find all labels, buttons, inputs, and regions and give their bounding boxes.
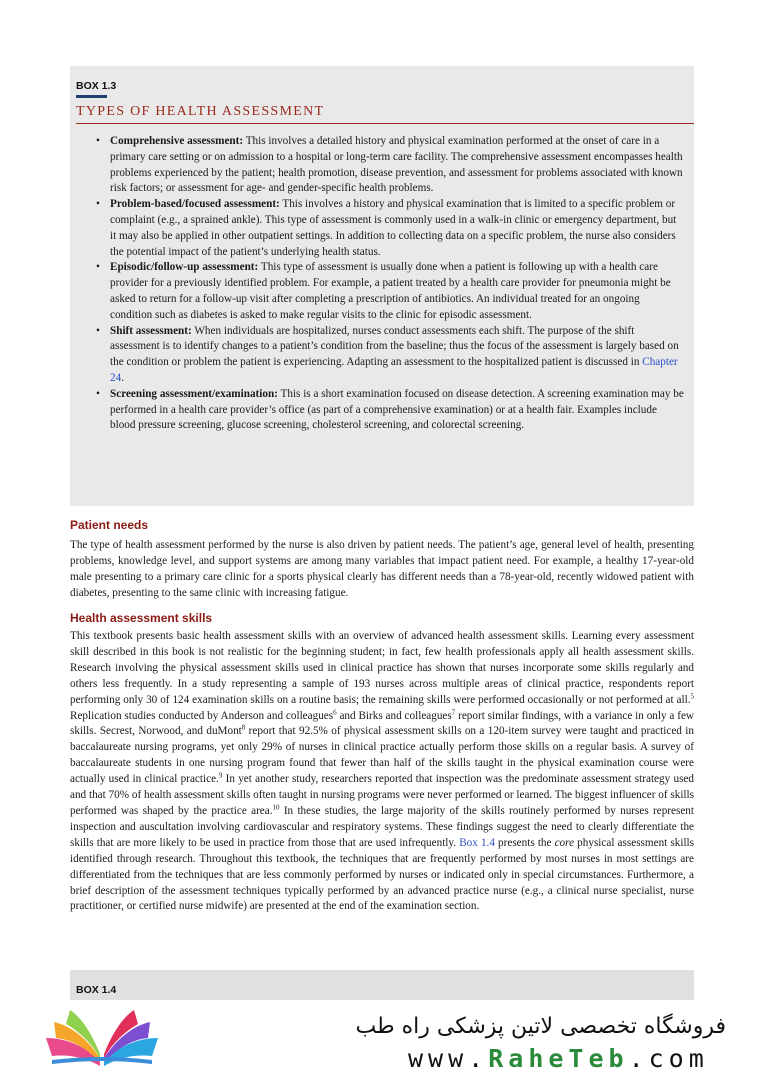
ref-9: 9 xyxy=(218,771,223,780)
store-url: www.RaheTeb.com xyxy=(408,1044,709,1073)
health-skills-paragraph: This textbook presents basic health assessment skills with an overview of advanced health assessment skills. Learning every assessment skill described in this book is not realistic for the beginning student; in fact, few health professionals apply all health assessment skills. Research involving the physical assessment skills used in clinical practice has shown that nurses incorporate some skills regularly and others less frequently. In a study representing a sample of 193 nurses across multiple areas of clinical practice, respondents report performing only 30 of 124 examination skills on a routine basis; the remaining skills were performed occasionally or not performed at all.$^5$ Replication studies conducted by Anderson and colleagues$^6$ and Birks and colleagues$^7$ report similar findings, with a variance in only a few skills. Secrest, Norwood, and duMont$^8$ report that 92.5% of physical assessment skills on a 120-item survey were taught and practiced in baccalaureate nursing programs, yet only 29% of nurses in clinical practice actually perform those skills on a regular basis. A survey of baccalaureate students in one nursing program found that fewer than half of the skills taught in the physical examination course were actually used in clinical practice.$^9$ In yet another study, researchers reported that inspection was the predominate assessment strategy used and that 70% of health assessment skills often taught in nursing programs were never performed or learned. The biggest influencer of skills performed was shaped by the practice area.$^{10}$ In these studies, the large majority of the skills routinely performed by nurses represent inspection and auscultation involving cardiovascular and respiratory systems. These findings suggest the need to clearly differentiate the skills that are more likely to be used in practice from those that are used infrequently. Box 1.4 presents the core physical assessment skills identified through research. Throughout this textbook, the techniques that are frequently performed by most nurses in most settings are differentiated from the techniques that are less commonly performed by nurses or indicated only in special circumstances. Furthermore, a brief description of the assessment techniques typically performed by an advanced practice nurse (e.g., a clinical nurse specialist, nurse practitioner, or certified nurse midwife) are presented at the end of the examination section. xyxy=(70,630,695,913)
box-title: TYPES OF HEALTH ASSESSMENT xyxy=(76,104,325,119)
box-title-rule xyxy=(76,123,694,124)
list-item: • Shift assessment: When individuals are hospitalized, nurses conduct assessments each shift. The purpose of the shift assessment is to identify changes to a patient’s condition from the baseline; thus the focus of the assessment is largely based on the condition or problem the patient is experiencing. Adapting an assessment to the hospitalized patient is discussed in Chapter 24. xyxy=(96,324,679,384)
box-1-4-link[interactable]: Box 1.4 xyxy=(459,836,495,849)
ref-7: 7 xyxy=(451,707,456,716)
patient-needs-heading: Patient needs xyxy=(70,518,149,532)
health-skills-heading: Health assessment skills xyxy=(70,611,213,625)
box-label-rule xyxy=(76,95,107,98)
patient-needs-paragraph: The type of health assessment performed by the nurse is also driven by patient needs. The patient’s age, general level of health, presenting problems, knowledge level, and support systems are among many variables that impact patient need. For example, a healthy 17-year-old male presenting to a primary care clinic for a sports physical clearly has different needs than a 78-year-old, recently widowed patient with diabetes, presenting to the same clinic with increasing fatigue. xyxy=(70,539,694,599)
store-name-persian: فروشگاه تخصصی لاتین پزشکی راه طب xyxy=(355,1014,726,1039)
ref-5: 5 xyxy=(690,691,694,700)
box-1-4 xyxy=(70,970,694,1000)
box-label: BOX 1.4 xyxy=(76,984,117,996)
watermark-footer xyxy=(0,1000,764,1080)
book-logo-icon xyxy=(42,1008,162,1070)
list-item: • Problem-based/focused assessment: This involves a history and physical examination that is limited to a specific problem or complaint (e.g., a sprained ankle). This type of assessment is commonly used in a walk-in clinic or emergency department, but it may also be applied in other outpatient settings. In addition to collecting data on a specific problem, the nurse also considers the potential impact of the patient’s underlying health status. xyxy=(96,198,677,258)
box-1-3 xyxy=(70,66,694,506)
ref-10: 10 xyxy=(272,803,280,812)
ref-8: 8 xyxy=(241,723,246,732)
list-item: • Screening assessment/examination: This is a short examination focused on disease detection. A screening examination may be performed in a health care provider’s office (as part of a comprehensive examination) or at a health fair. Examples include blood pressure screening, glucose screening, cholesterol screening, and colorectal screening. xyxy=(96,387,684,432)
assessment-types-list xyxy=(76,134,684,434)
list-item: • Episodic/follow-up assessment: This type of assessment is usually done when a patient is following up with a health care provider for a previously identified problem. For example, a patient treated by a health care provider for pneumonia might be asked to return for a follow-up visit after completing a prescription of antibiotics. An individual treated for an ongoing condition such as diabetes is asked to make regular visits to the clinic for episodic assessment. xyxy=(96,261,671,321)
list-item: • Comprehensive assessment: This involves a detailed history and physical examination performed at the onset of care in a primary care setting or on admission to a hospital or long-term care facility. The comprehensive assessment encompasses health problems experienced by the patient; health promotion, disease prevention, and assessment for problems associated with known risk factors; or assessment for age- and gender-specific health problems. xyxy=(96,135,683,195)
ref-6: 6 xyxy=(333,707,337,716)
box-label: BOX 1.3 xyxy=(76,80,117,92)
chapter-24-link[interactable]: Chapter 24 xyxy=(110,356,678,384)
